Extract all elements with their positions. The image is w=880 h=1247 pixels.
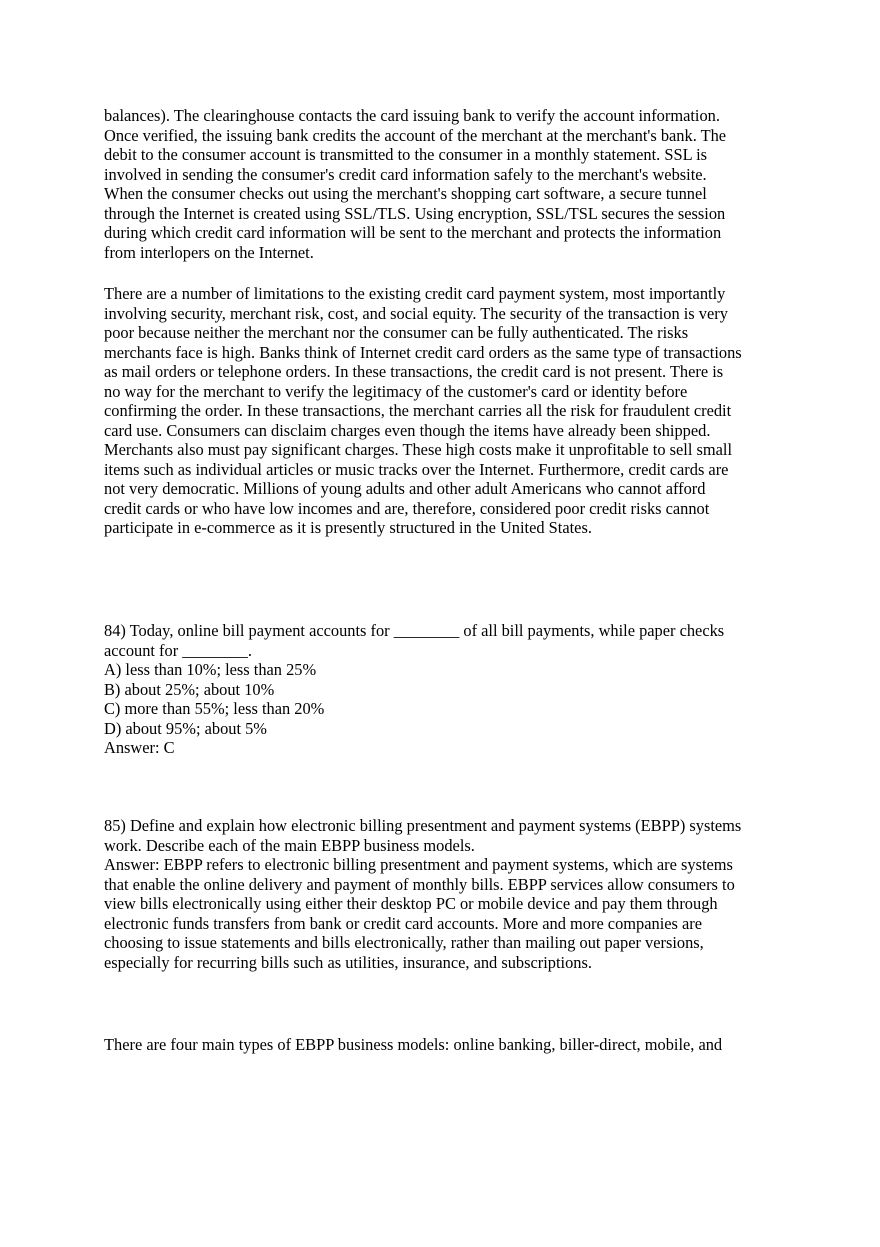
answer-text-line: that enable the online delivery and payment of monthly bills. EBPP services allow consumers to: [104, 874, 735, 894]
text-line: merchants face is high. Banks think of Internet credit card orders as the same type of transactions: [104, 342, 742, 362]
text-line: There are a number of limitations to the existing credit card payment system, most importantly: [104, 284, 726, 303]
question-answer: Answer: C: [104, 738, 175, 757]
answer-option-b: B) about 25%; about 10%: [104, 679, 275, 699]
text-line: confirming the order. In these transactions, the merchant carries all the risk for fraudulent credit: [104, 401, 732, 420]
question-84: [104, 621, 784, 758]
text-line: no way for the merchant to verify the legitimacy of the customer's card or identity before: [104, 381, 688, 401]
answer-text-line: Answer: EBPP refers to electronic billing presentment and payment systems, which are systems: [104, 855, 733, 874]
text-line: Once verified, the issuing bank credits the account of the merchant at the merchant's bank. The: [104, 125, 727, 145]
text-line: Merchants also must pay significant charges. These high costs make it unprofitable to sell small: [104, 440, 733, 459]
answer-text-line: electronic funds transfers from bank or credit card accounts. More and more companies are: [104, 913, 703, 933]
text-line: involved in sending the consumer's credit card information safely to the merchant's website.: [104, 164, 707, 184]
answer-text-line: choosing to issue statements and bills electronically, rather than mailing out paper versions,: [104, 933, 704, 952]
text-line: items such as individual articles or music tracks over the Internet. Furthermore, credit cards are: [104, 459, 729, 479]
text-line: not very democratic. Millions of young adults and other adult Americans who cannot afford: [104, 479, 706, 498]
text-line: from interlopers on the Internet.: [104, 242, 314, 262]
text-line: When the consumer checks out using the merchant's shopping cart software, a secure tunnel: [104, 184, 707, 203]
answer-option-d: D) about 95%; about 5%: [104, 718, 267, 738]
question-stem: account for ________.: [104, 640, 252, 660]
paragraph-clearinghouse: [104, 106, 784, 262]
question-85: [104, 816, 784, 972]
text-line: There are four main types of EBPP business models: online banking, biller-direct, mobile, and: [104, 1035, 723, 1054]
question-stem: 85) Define and explain how electronic billing presentment and payment systems (EBPP) systems: [104, 816, 742, 835]
paragraph-ebpp-models: [104, 1035, 784, 1055]
question-stem: 84) Today, online bill payment accounts for ________ of all bill payments, while paper checks: [104, 621, 725, 640]
answer-option-a: A) less than 10%; less than 25%: [104, 660, 317, 679]
text-line: poor because neither the merchant nor the consumer can be fully authenticated. The risks: [104, 323, 689, 342]
text-line: as mail orders or telephone orders. In these transactions, the credit card is not present. There is: [104, 362, 724, 381]
answer-text-line: view bills electronically using either their desktop PC or mobile device and pay them through: [104, 894, 718, 913]
paragraph-limitations: [104, 284, 784, 538]
question-stem: work. Describe each of the main EBPP business models.: [104, 835, 475, 855]
text-line: participate in e-commerce as it is presently structured in the United States.: [104, 518, 592, 537]
text-line: debit to the consumer account is transmitted to the consumer in a monthly statement. SSL is: [104, 145, 708, 164]
text-line: during which credit card information will be sent to the merchant and protects the information: [104, 223, 722, 242]
text-line: credit cards or who have low incomes and are, therefore, considered poor credit risks cannot: [104, 498, 710, 518]
text-line: involving security, merchant risk, cost, and social equity. The security of the transaction is very: [104, 303, 728, 323]
text-line: balances). The clearinghouse contacts the card issuing bank to verify the account information.: [104, 106, 720, 125]
answer-text-line: especially for recurring bills such as utilities, insurance, and subscriptions.: [104, 952, 592, 972]
answer-option-c: C) more than 55%; less than 20%: [104, 699, 325, 718]
text-line: card use. Consumers can disclaim charges even though the items have already been shipped.: [104, 420, 711, 440]
text-line: through the Internet is created using SSL/TLS. Using encryption, SSL/TSL secures the session: [104, 203, 726, 223]
